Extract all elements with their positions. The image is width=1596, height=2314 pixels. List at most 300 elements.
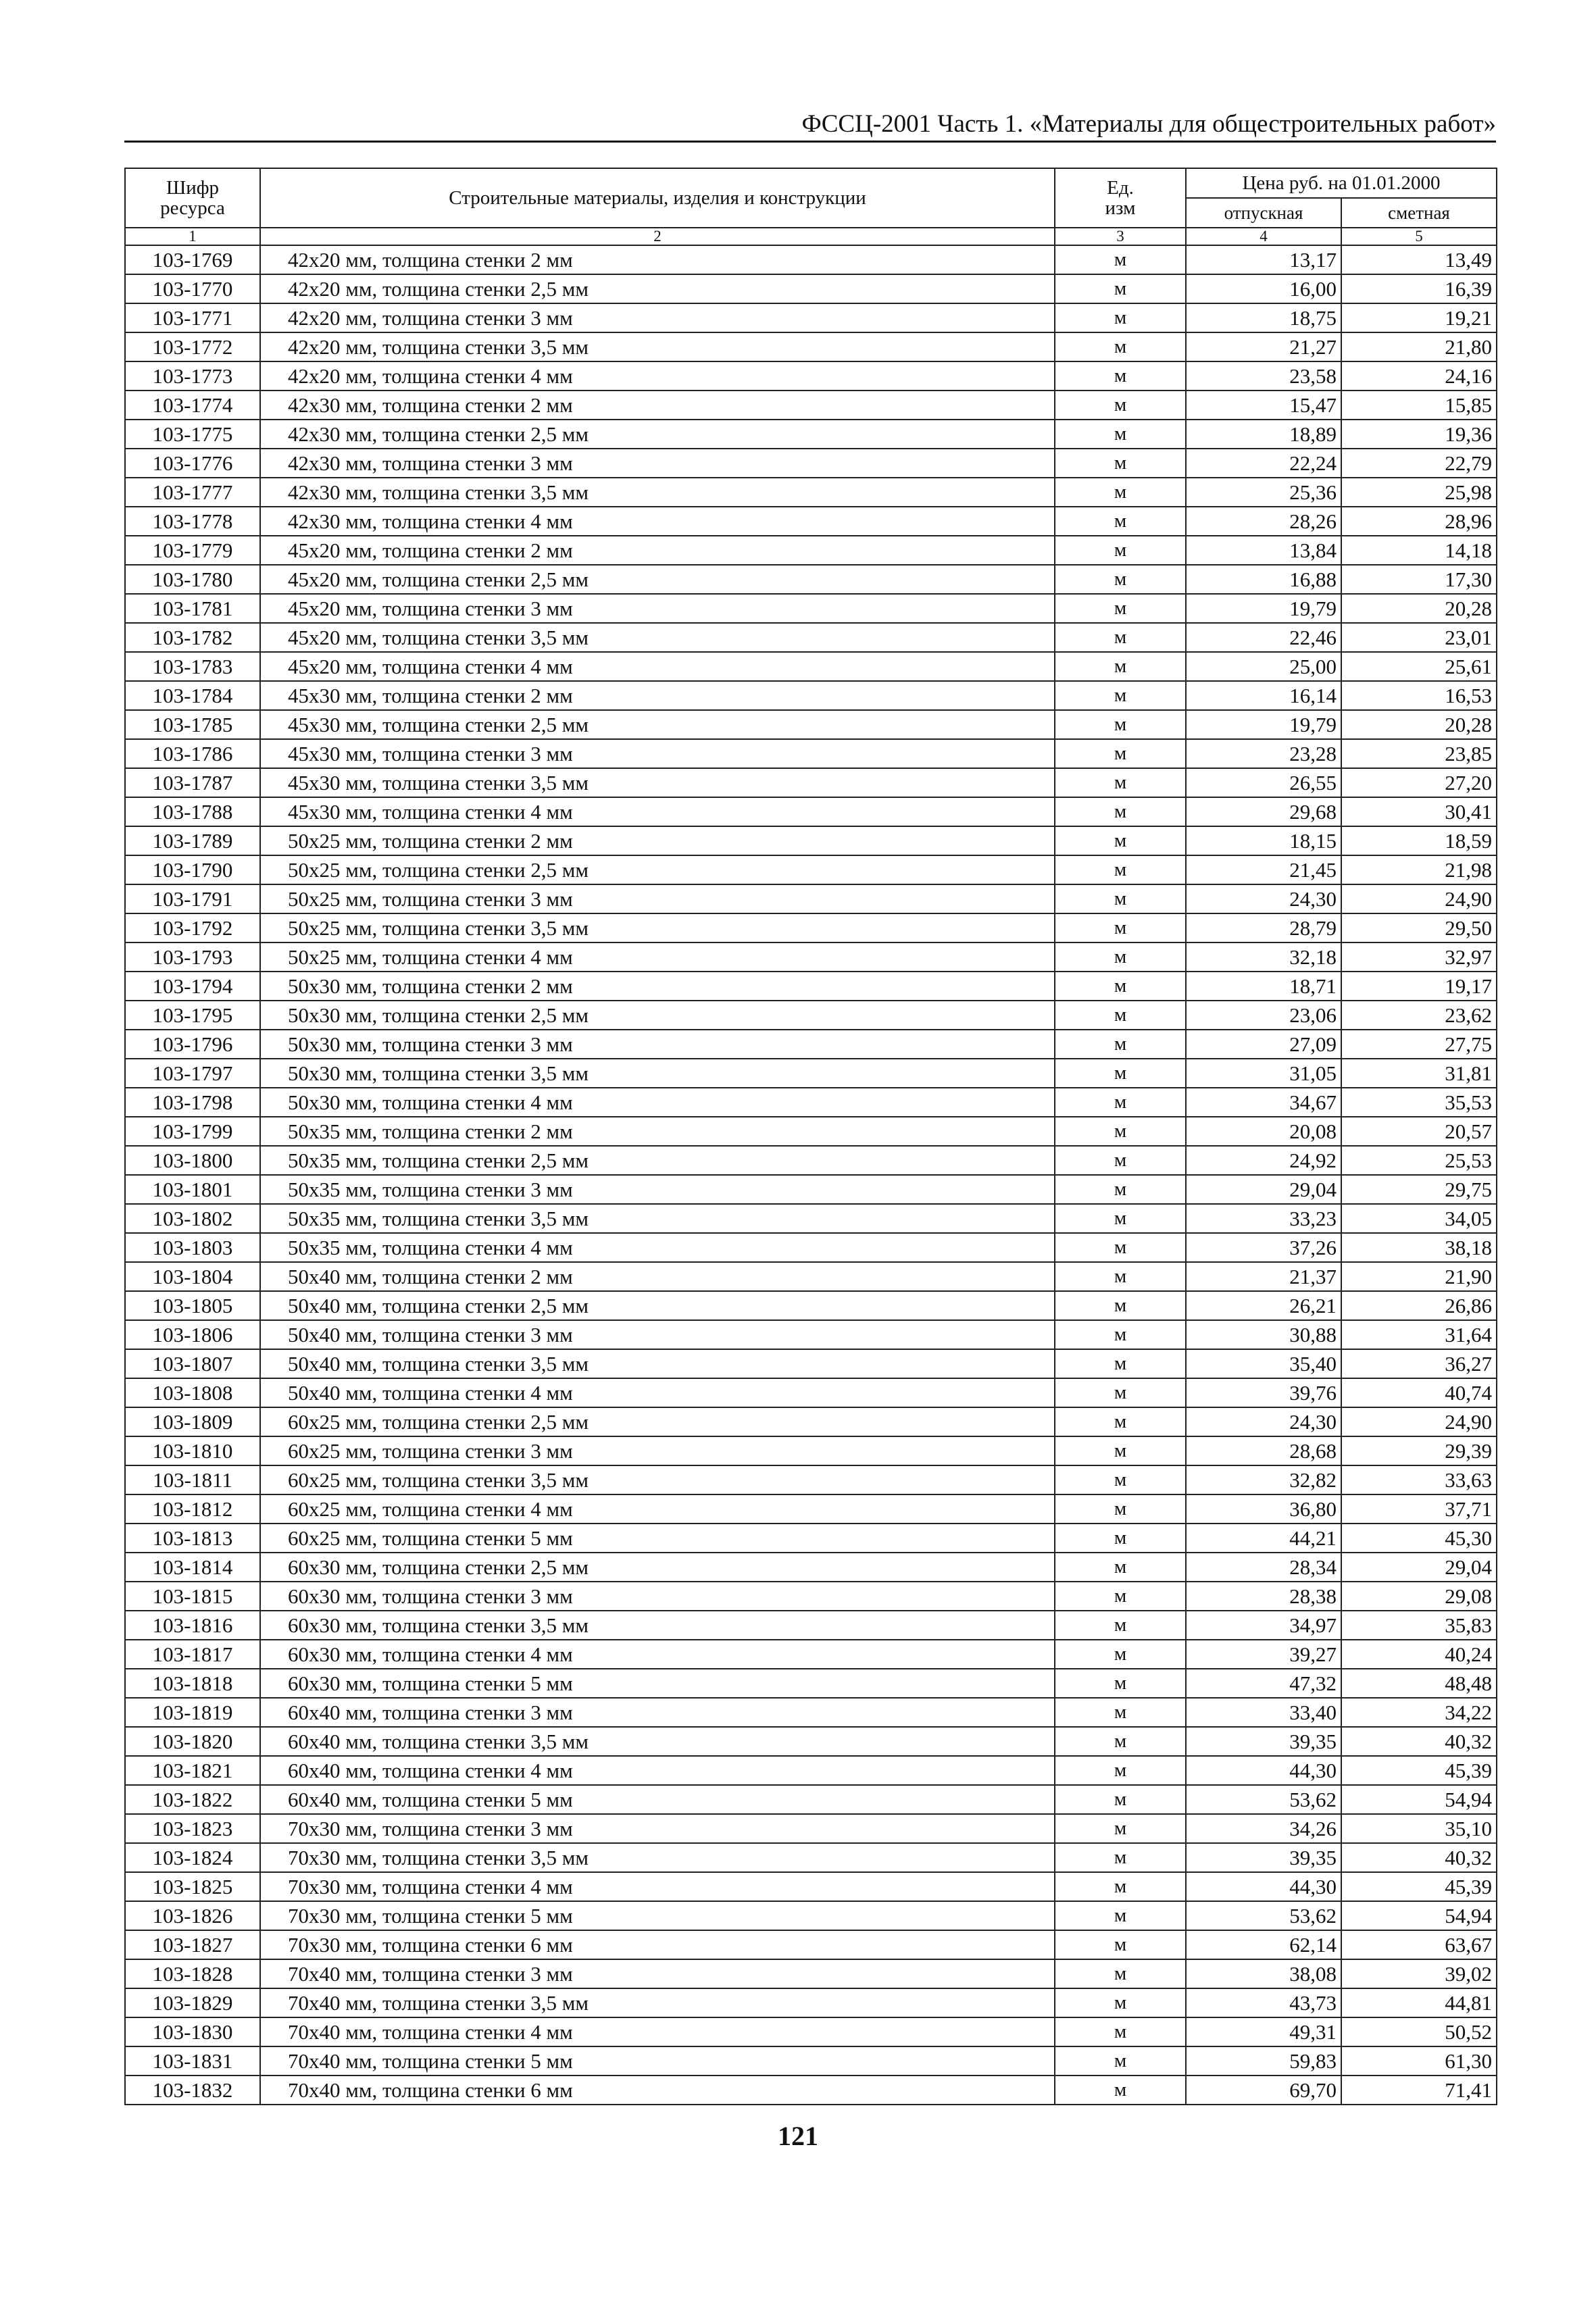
- row-unit: м: [1055, 1262, 1186, 1291]
- row-code: 103-1792: [125, 913, 260, 942]
- row-description: 50x40 мм, толщина стенки 3 мм: [260, 1320, 1055, 1349]
- row-price-release: 31,05: [1186, 1059, 1341, 1088]
- row-description: 45x20 мм, толщина стенки 2,5 мм: [260, 565, 1055, 594]
- table-row: [125, 681, 1497, 710]
- row-price-estimate: 23,85: [1341, 739, 1497, 768]
- table-row: [125, 1814, 1497, 1843]
- row-unit: м: [1055, 1669, 1186, 1698]
- row-price-release: 44,30: [1186, 1872, 1341, 1901]
- row-unit: м: [1055, 1756, 1186, 1785]
- row-price-release: 23,58: [1186, 361, 1341, 391]
- row-code: 103-1785: [125, 710, 260, 739]
- table-row: [125, 652, 1497, 681]
- table-row: [125, 1175, 1497, 1204]
- row-description: 50x35 мм, толщина стенки 4 мм: [260, 1233, 1055, 1262]
- row-price-release: 32,82: [1186, 1465, 1341, 1494]
- row-price-release: 28,26: [1186, 507, 1341, 536]
- row-price-estimate: 54,94: [1341, 1901, 1497, 1930]
- row-price-estimate: 13,49: [1341, 245, 1497, 274]
- row-price-estimate: 20,57: [1341, 1117, 1497, 1146]
- row-code: 103-1780: [125, 565, 260, 594]
- row-price-release: 19,79: [1186, 594, 1341, 623]
- table-row: [125, 1146, 1497, 1175]
- table-row: [125, 1465, 1497, 1494]
- row-price-estimate: 22,79: [1341, 449, 1497, 478]
- row-price-release: 28,79: [1186, 913, 1341, 942]
- column-number: 5: [1341, 228, 1497, 245]
- row-description: 70x40 мм, толщина стенки 3,5 мм: [260, 1988, 1055, 2017]
- row-unit: м: [1055, 1582, 1186, 1611]
- row-price-estimate: 33,63: [1341, 1465, 1497, 1494]
- row-unit: м: [1055, 1407, 1186, 1436]
- row-code: 103-1770: [125, 274, 260, 303]
- row-description: 42x30 мм, толщина стенки 3 мм: [260, 449, 1055, 478]
- header-name: Строительные материалы, изделия и конструкции: [260, 168, 1055, 228]
- row-unit: м: [1055, 2017, 1186, 2046]
- row-price-estimate: 17,30: [1341, 565, 1497, 594]
- row-description: 42x20 мм, толщина стенки 2,5 мм: [260, 274, 1055, 303]
- row-unit: м: [1055, 1349, 1186, 1378]
- row-unit: м: [1055, 274, 1186, 303]
- row-price-estimate: 45,39: [1341, 1872, 1497, 1901]
- row-unit: м: [1055, 1320, 1186, 1349]
- header-code: Шифр ресурса: [125, 168, 260, 228]
- price-table: [124, 168, 1497, 2105]
- row-code: 103-1798: [125, 1088, 260, 1117]
- table-row: [125, 942, 1497, 972]
- row-code: 103-1831: [125, 2046, 260, 2076]
- row-description: 70x30 мм, толщина стенки 6 мм: [260, 1930, 1055, 1959]
- row-price-release: 39,76: [1186, 1378, 1341, 1407]
- table-row: [125, 245, 1497, 274]
- table-row: [125, 1727, 1497, 1756]
- row-description: 45x20 мм, толщина стенки 3 мм: [260, 594, 1055, 623]
- row-price-estimate: 39,02: [1341, 1959, 1497, 1988]
- row-description: 60x30 мм, толщина стенки 4 мм: [260, 1640, 1055, 1669]
- row-unit: м: [1055, 1117, 1186, 1146]
- row-description: 45x30 мм, толщина стенки 2 мм: [260, 681, 1055, 710]
- row-description: 45x20 мм, толщина стенки 2 мм: [260, 536, 1055, 565]
- row-code: 103-1783: [125, 652, 260, 681]
- row-price-estimate: 25,53: [1341, 1146, 1497, 1175]
- row-description: 50x30 мм, толщина стенки 3 мм: [260, 1030, 1055, 1059]
- row-price-estimate: 25,98: [1341, 478, 1497, 507]
- row-price-release: 25,00: [1186, 652, 1341, 681]
- row-description: 45x30 мм, толщина стенки 4 мм: [260, 797, 1055, 826]
- header-price-estimate: сметная: [1341, 198, 1497, 228]
- row-code: 103-1807: [125, 1349, 260, 1378]
- table-row: [125, 2046, 1497, 2076]
- row-description: 60x30 мм, толщина стенки 5 мм: [260, 1669, 1055, 1698]
- row-description: 70x40 мм, толщина стенки 4 мм: [260, 2017, 1055, 2046]
- header-price-release: отпускная: [1186, 198, 1341, 228]
- row-code: 103-1795: [125, 1001, 260, 1030]
- row-unit: м: [1055, 1727, 1186, 1756]
- row-description: 45x30 мм, толщина стенки 3,5 мм: [260, 768, 1055, 797]
- row-description: 42x20 мм, толщина стенки 4 мм: [260, 361, 1055, 391]
- row-code: 103-1832: [125, 2076, 260, 2105]
- row-price-release: 25,36: [1186, 478, 1341, 507]
- row-price-estimate: 34,22: [1341, 1698, 1497, 1727]
- row-code: 103-1790: [125, 855, 260, 884]
- table-row: [125, 1785, 1497, 1814]
- row-price-release: 18,89: [1186, 420, 1341, 449]
- row-price-release: 15,47: [1186, 391, 1341, 420]
- row-price-estimate: 27,75: [1341, 1030, 1497, 1059]
- row-price-release: 34,67: [1186, 1088, 1341, 1117]
- row-description: 50x35 мм, толщина стенки 2 мм: [260, 1117, 1055, 1146]
- table-row: [125, 2017, 1497, 2046]
- price-table-body: [125, 245, 1497, 2105]
- row-price-release: 13,84: [1186, 536, 1341, 565]
- table-row: [125, 1611, 1497, 1640]
- table-row: [125, 594, 1497, 623]
- row-price-estimate: 31,81: [1341, 1059, 1497, 1088]
- row-price-estimate: 25,61: [1341, 652, 1497, 681]
- row-code: 103-1787: [125, 768, 260, 797]
- row-price-estimate: 29,39: [1341, 1436, 1497, 1465]
- page-number: 121: [778, 2121, 818, 2151]
- row-unit: м: [1055, 478, 1186, 507]
- row-description: 60x40 мм, толщина стенки 3 мм: [260, 1698, 1055, 1727]
- row-unit: м: [1055, 1872, 1186, 1901]
- table-row: [125, 1756, 1497, 1785]
- column-number: 1: [125, 228, 260, 245]
- row-price-release: 16,14: [1186, 681, 1341, 710]
- row-price-estimate: 14,18: [1341, 536, 1497, 565]
- row-price-estimate: 28,96: [1341, 507, 1497, 536]
- row-price-estimate: 21,80: [1341, 332, 1497, 361]
- page-header-title: ФССЦ-2001 Часть 1. «Материалы для общестроительных работ»: [801, 110, 1496, 138]
- row-unit: м: [1055, 1465, 1186, 1494]
- table-row: [125, 565, 1497, 594]
- table-row: [125, 332, 1497, 361]
- row-price-estimate: 45,30: [1341, 1524, 1497, 1553]
- row-code: 103-1816: [125, 1611, 260, 1640]
- row-price-estimate: 27,20: [1341, 768, 1497, 797]
- row-price-estimate: 44,81: [1341, 1988, 1497, 2017]
- row-price-release: 19,79: [1186, 710, 1341, 739]
- row-price-estimate: 23,62: [1341, 1001, 1497, 1030]
- row-code: 103-1796: [125, 1030, 260, 1059]
- row-price-estimate: 35,53: [1341, 1088, 1497, 1117]
- row-description: 42x30 мм, толщина стенки 3,5 мм: [260, 478, 1055, 507]
- row-unit: м: [1055, 739, 1186, 768]
- table-row: [125, 1901, 1497, 1930]
- row-code: 103-1776: [125, 449, 260, 478]
- table-row: [125, 1959, 1497, 1988]
- row-price-estimate: 37,71: [1341, 1494, 1497, 1524]
- row-description: 60x25 мм, толщина стенки 3 мм: [260, 1436, 1055, 1465]
- table-row: [125, 1059, 1497, 1088]
- row-price-estimate: 24,90: [1341, 884, 1497, 913]
- row-price-release: 36,80: [1186, 1494, 1341, 1524]
- row-code: 103-1797: [125, 1059, 260, 1088]
- row-unit: м: [1055, 972, 1186, 1001]
- row-price-release: 29,68: [1186, 797, 1341, 826]
- row-code: 103-1784: [125, 681, 260, 710]
- table-row: [125, 1698, 1497, 1727]
- column-number: 2: [260, 228, 1055, 245]
- row-unit: м: [1055, 826, 1186, 855]
- row-price-estimate: 45,39: [1341, 1756, 1497, 1785]
- row-description: 50x35 мм, толщина стенки 3 мм: [260, 1175, 1055, 1204]
- row-price-estimate: 35,83: [1341, 1611, 1497, 1640]
- row-description: 50x30 мм, толщина стенки 2,5 мм: [260, 1001, 1055, 1030]
- row-price-release: 26,21: [1186, 1291, 1341, 1320]
- row-unit: м: [1055, 420, 1186, 449]
- table-row: [125, 1407, 1497, 1436]
- table-row: [125, 1988, 1497, 2017]
- row-description: 60x40 мм, толщина стенки 4 мм: [260, 1756, 1055, 1785]
- table-row: [125, 1582, 1497, 1611]
- table-row: [125, 623, 1497, 652]
- row-price-release: 16,88: [1186, 565, 1341, 594]
- row-unit: м: [1055, 1378, 1186, 1407]
- row-price-release: 47,32: [1186, 1669, 1341, 1698]
- row-unit: м: [1055, 1553, 1186, 1582]
- row-unit: м: [1055, 1901, 1186, 1930]
- row-description: 70x30 мм, толщина стенки 3,5 мм: [260, 1843, 1055, 1872]
- header-divider: [124, 141, 1496, 143]
- row-unit: м: [1055, 1494, 1186, 1524]
- column-number: 4: [1186, 228, 1341, 245]
- row-price-release: 24,92: [1186, 1146, 1341, 1175]
- row-code: 103-1824: [125, 1843, 260, 1872]
- row-code: 103-1826: [125, 1901, 260, 1930]
- table-row: [125, 1872, 1497, 1901]
- table-row: [125, 1349, 1497, 1378]
- row-price-release: 34,97: [1186, 1611, 1341, 1640]
- row-unit: м: [1055, 1030, 1186, 1059]
- row-price-release: 24,30: [1186, 884, 1341, 913]
- row-unit: м: [1055, 913, 1186, 942]
- table-row: [125, 1669, 1497, 1698]
- row-code: 103-1804: [125, 1262, 260, 1291]
- table-row: [125, 1524, 1497, 1553]
- table-row: [125, 1030, 1497, 1059]
- row-description: 45x30 мм, толщина стенки 3 мм: [260, 739, 1055, 768]
- row-code: 103-1818: [125, 1669, 260, 1698]
- row-price-estimate: 19,21: [1341, 303, 1497, 332]
- row-unit: м: [1055, 1146, 1186, 1175]
- row-code: 103-1811: [125, 1465, 260, 1494]
- row-description: 50x30 мм, толщина стенки 3,5 мм: [260, 1059, 1055, 1088]
- row-description: 60x25 мм, толщина стенки 3,5 мм: [260, 1465, 1055, 1494]
- row-description: 60x25 мм, толщина стенки 4 мм: [260, 1494, 1055, 1524]
- row-description: 45x20 мм, толщина стенки 4 мм: [260, 652, 1055, 681]
- table-row: [125, 361, 1497, 391]
- row-code: 103-1829: [125, 1988, 260, 2017]
- row-unit: м: [1055, 594, 1186, 623]
- row-price-release: 44,21: [1186, 1524, 1341, 1553]
- row-unit: м: [1055, 332, 1186, 361]
- row-code: 103-1805: [125, 1291, 260, 1320]
- row-price-estimate: 36,27: [1341, 1349, 1497, 1378]
- row-price-estimate: 40,24: [1341, 1640, 1497, 1669]
- row-description: 50x35 мм, толщина стенки 3,5 мм: [260, 1204, 1055, 1233]
- row-code: 103-1774: [125, 391, 260, 420]
- row-code: 103-1772: [125, 332, 260, 361]
- table-row: [125, 913, 1497, 942]
- table-row: [125, 536, 1497, 565]
- row-unit: м: [1055, 1233, 1186, 1262]
- row-price-estimate: 35,10: [1341, 1814, 1497, 1843]
- row-price-estimate: 40,32: [1341, 1843, 1497, 1872]
- row-price-release: 59,83: [1186, 2046, 1341, 2076]
- row-description: 50x40 мм, толщина стенки 4 мм: [260, 1378, 1055, 1407]
- row-code: 103-1802: [125, 1204, 260, 1233]
- row-code: 103-1828: [125, 1959, 260, 1988]
- row-unit: м: [1055, 565, 1186, 594]
- row-unit: м: [1055, 1436, 1186, 1465]
- row-code: 103-1782: [125, 623, 260, 652]
- table-row: [125, 274, 1497, 303]
- row-price-release: 43,73: [1186, 1988, 1341, 2017]
- row-price-estimate: 50,52: [1341, 2017, 1497, 2046]
- row-price-release: 33,40: [1186, 1698, 1341, 1727]
- row-code: 103-1827: [125, 1930, 260, 1959]
- table-row: [125, 1436, 1497, 1465]
- row-price-estimate: 48,48: [1341, 1669, 1497, 1698]
- table-row: [125, 2076, 1497, 2105]
- table-row: [125, 478, 1497, 507]
- row-description: 42x30 мм, толщина стенки 4 мм: [260, 507, 1055, 536]
- row-unit: м: [1055, 1059, 1186, 1088]
- row-unit: м: [1055, 1640, 1186, 1669]
- row-unit: м: [1055, 623, 1186, 652]
- row-price-release: 53,62: [1186, 1901, 1341, 1930]
- row-price-release: 37,26: [1186, 1233, 1341, 1262]
- row-code: 103-1825: [125, 1872, 260, 1901]
- price-table-header: [125, 168, 1497, 245]
- row-unit: м: [1055, 1785, 1186, 1814]
- table-row: [125, 1843, 1497, 1872]
- row-price-estimate: 61,30: [1341, 2046, 1497, 2076]
- row-unit: м: [1055, 1001, 1186, 1030]
- row-code: 103-1814: [125, 1553, 260, 1582]
- row-code: 103-1775: [125, 420, 260, 449]
- row-price-estimate: 29,75: [1341, 1175, 1497, 1204]
- table-row: [125, 768, 1497, 797]
- row-price-estimate: 54,94: [1341, 1785, 1497, 1814]
- row-description: 70x40 мм, толщина стенки 5 мм: [260, 2046, 1055, 2076]
- row-price-release: 33,23: [1186, 1204, 1341, 1233]
- row-description: 50x25 мм, толщина стенки 4 мм: [260, 942, 1055, 972]
- row-description: 45x20 мм, толщина стенки 3,5 мм: [260, 623, 1055, 652]
- row-description: 60x40 мм, толщина стенки 5 мм: [260, 1785, 1055, 1814]
- row-description: 45x30 мм, толщина стенки 2,5 мм: [260, 710, 1055, 739]
- row-price-estimate: 19,17: [1341, 972, 1497, 1001]
- row-unit: м: [1055, 768, 1186, 797]
- row-price-release: 49,31: [1186, 2017, 1341, 2046]
- table-row: [125, 1494, 1497, 1524]
- table-row: [125, 507, 1497, 536]
- row-unit: м: [1055, 1088, 1186, 1117]
- row-price-release: 28,34: [1186, 1553, 1341, 1582]
- row-unit: м: [1055, 245, 1186, 274]
- row-code: 103-1801: [125, 1175, 260, 1204]
- row-price-estimate: 24,16: [1341, 361, 1497, 391]
- row-code: 103-1791: [125, 884, 260, 913]
- row-price-estimate: 21,90: [1341, 1262, 1497, 1291]
- row-unit: м: [1055, 1959, 1186, 1988]
- row-description: 50x40 мм, толщина стенки 2,5 мм: [260, 1291, 1055, 1320]
- row-description: 70x40 мм, толщина стенки 6 мм: [260, 2076, 1055, 2105]
- row-unit: м: [1055, 855, 1186, 884]
- row-price-release: 38,08: [1186, 1959, 1341, 1988]
- row-unit: м: [1055, 1698, 1186, 1727]
- table-row: [125, 1320, 1497, 1349]
- row-price-release: 24,30: [1186, 1407, 1341, 1436]
- row-price-estimate: 26,86: [1341, 1291, 1497, 1320]
- table-row: [125, 1001, 1497, 1030]
- row-price-release: 21,37: [1186, 1262, 1341, 1291]
- row-code: 103-1788: [125, 797, 260, 826]
- table-row: [125, 1553, 1497, 1582]
- table-row: [125, 739, 1497, 768]
- row-price-estimate: 18,59: [1341, 826, 1497, 855]
- row-unit: м: [1055, 2076, 1186, 2105]
- row-price-release: 27,09: [1186, 1030, 1341, 1059]
- table-row: [125, 1378, 1497, 1407]
- row-description: 60x30 мм, толщина стенки 3,5 мм: [260, 1611, 1055, 1640]
- row-price-release: 21,27: [1186, 332, 1341, 361]
- table-row: [125, 1262, 1497, 1291]
- row-price-release: 28,68: [1186, 1436, 1341, 1465]
- row-unit: м: [1055, 1175, 1186, 1204]
- row-description: 50x40 мм, толщина стенки 3,5 мм: [260, 1349, 1055, 1378]
- row-price-estimate: 30,41: [1341, 797, 1497, 826]
- row-unit: м: [1055, 1814, 1186, 1843]
- row-price-estimate: 31,64: [1341, 1320, 1497, 1349]
- table-row: [125, 710, 1497, 739]
- row-description: 50x25 мм, толщина стенки 2,5 мм: [260, 855, 1055, 884]
- table-row: [125, 1291, 1497, 1320]
- row-price-release: 32,18: [1186, 942, 1341, 972]
- row-price-release: 53,62: [1186, 1785, 1341, 1814]
- table-row: [125, 797, 1497, 826]
- row-description: 50x35 мм, толщина стенки 2,5 мм: [260, 1146, 1055, 1175]
- row-code: 103-1794: [125, 972, 260, 1001]
- row-unit: м: [1055, 1524, 1186, 1553]
- row-description: 50x25 мм, толщина стенки 3,5 мм: [260, 913, 1055, 942]
- row-code: 103-1799: [125, 1117, 260, 1146]
- row-unit: м: [1055, 361, 1186, 391]
- row-price-estimate: 63,67: [1341, 1930, 1497, 1959]
- row-price-release: 44,30: [1186, 1756, 1341, 1785]
- row-unit: м: [1055, 507, 1186, 536]
- row-code: 103-1813: [125, 1524, 260, 1553]
- row-description: 70x30 мм, толщина стенки 4 мм: [260, 1872, 1055, 1901]
- row-description: 50x25 мм, толщина стенки 3 мм: [260, 884, 1055, 913]
- row-code: 103-1778: [125, 507, 260, 536]
- row-price-estimate: 38,18: [1341, 1233, 1497, 1262]
- row-unit: м: [1055, 652, 1186, 681]
- table-row: [125, 420, 1497, 449]
- table-row: [125, 1117, 1497, 1146]
- row-code: 103-1810: [125, 1436, 260, 1465]
- row-code: 103-1806: [125, 1320, 260, 1349]
- row-description: 60x25 мм, толщина стенки 5 мм: [260, 1524, 1055, 1553]
- row-price-release: 16,00: [1186, 274, 1341, 303]
- table-row: [125, 303, 1497, 332]
- table-row: [125, 884, 1497, 913]
- row-price-release: 22,24: [1186, 449, 1341, 478]
- row-description: 42x30 мм, толщина стенки 2,5 мм: [260, 420, 1055, 449]
- table-row: [125, 449, 1497, 478]
- row-unit: м: [1055, 1204, 1186, 1233]
